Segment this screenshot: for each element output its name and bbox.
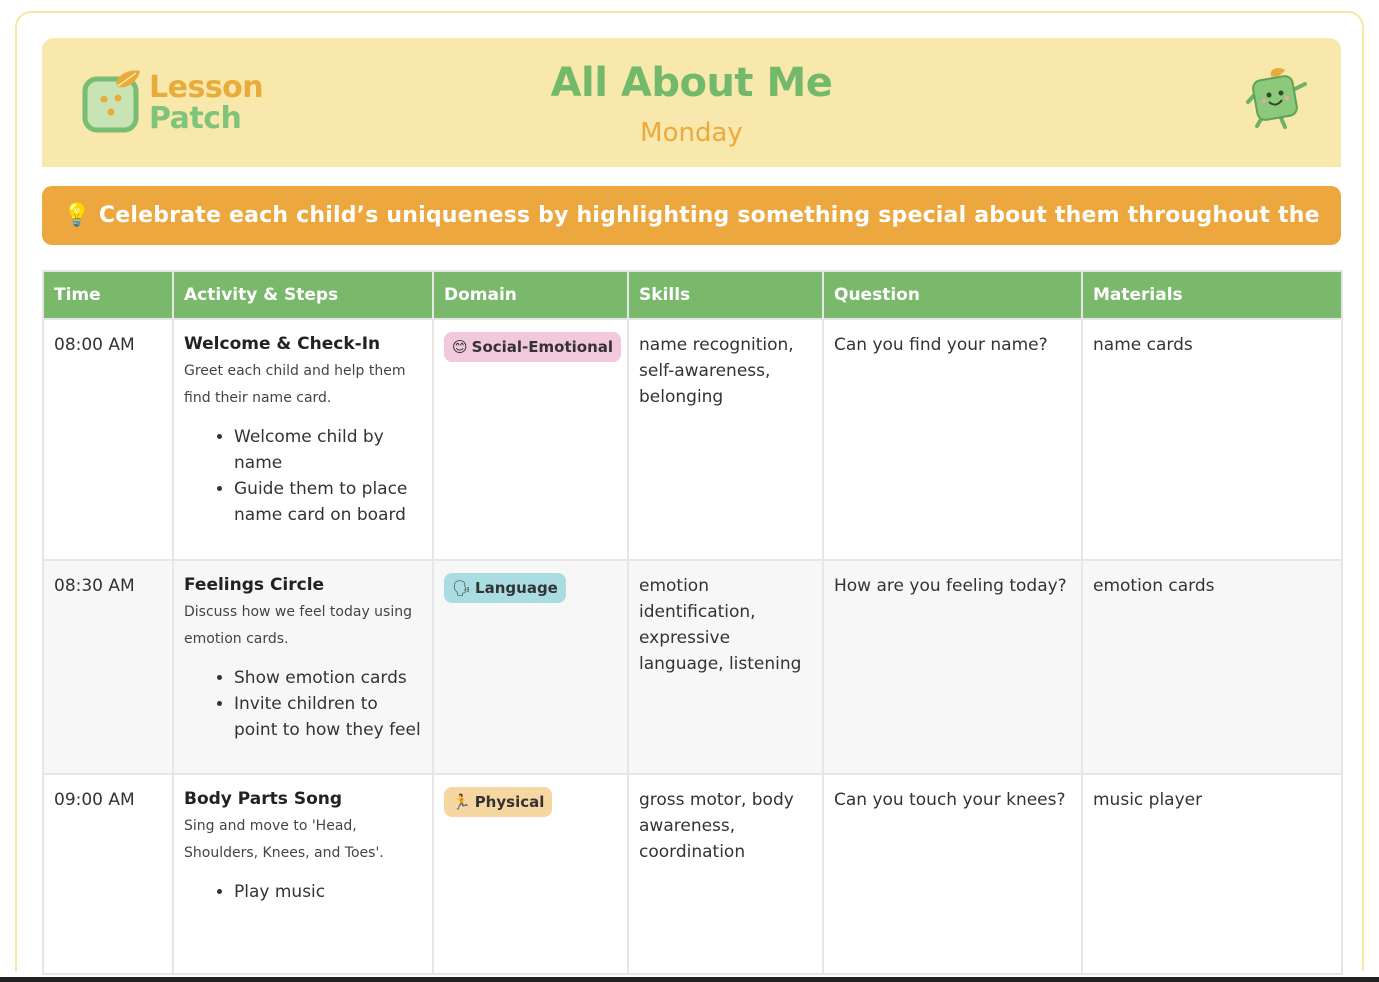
skills-cell: emotion identification, expressive language, listening [628, 560, 823, 774]
activity-cell [173, 560, 433, 774]
domain-label: Social-Emotional [471, 338, 614, 356]
activity-steps [184, 424, 422, 528]
domain-badge [444, 573, 566, 603]
question-cell: Can you touch your knees? [823, 774, 1082, 974]
activity-title: Body Parts Song [184, 789, 343, 809]
skills-cell: gross motor, body awareness, coordination [628, 774, 823, 974]
column-header-activity: Activity & Steps [173, 271, 433, 319]
domain-cell [433, 774, 628, 974]
column-header-domain: Domain [433, 271, 628, 319]
materials-cell: name cards [1082, 319, 1342, 560]
column-header-skills: Skills [628, 271, 823, 319]
domain-label: Physical [474, 793, 545, 811]
activity-cell [173, 774, 433, 974]
page-title: All About Me [550, 60, 833, 106]
activity-description: Discuss how we feel today using emotion cards. [184, 604, 412, 647]
step-item: • Invite children to point to how they feel [234, 691, 422, 743]
step-item: • Show emotion cards [234, 665, 422, 691]
smile-icon: 😊 [452, 338, 468, 356]
activity-steps [184, 665, 422, 743]
speaking-head-icon: 🗣 [452, 579, 472, 597]
materials-cell: music player [1082, 774, 1342, 974]
question-cell: Can you find your name? [823, 319, 1082, 560]
window-bottom-edge [0, 977, 1379, 982]
logo-line-1: Lesson [149, 70, 264, 105]
mascot-icon [1245, 68, 1313, 130]
lightbulb-icon: 💡 [63, 203, 91, 228]
day-label: Monday [640, 118, 743, 148]
domain-badge [444, 787, 552, 817]
step-item: • Guide them to place name card on board [234, 476, 422, 528]
domain-badge [444, 332, 621, 362]
table-header-row [43, 271, 1342, 319]
domain-cell [433, 319, 628, 560]
activity-steps [184, 879, 422, 905]
activity-description: Sing and move to 'Head, Shoulders, Knees, and Toes'. [184, 818, 384, 861]
domain-cell [433, 560, 628, 774]
time-cell: 09:00 AM [43, 774, 173, 974]
column-header-question: Question [823, 271, 1082, 319]
time-cell: 08:30 AM [43, 560, 173, 774]
column-header-materials: Materials [1082, 271, 1342, 319]
activity-title: Feelings Circle [184, 575, 325, 595]
table-row [43, 319, 1342, 560]
page-header [42, 38, 1341, 167]
table-row [43, 774, 1342, 974]
step-item: • Welcome child by name [234, 424, 422, 476]
question-cell: How are you feeling today? [823, 560, 1082, 774]
tip-text: Celebrate each child’s uniqueness by highlighting something special about them throughout the [98, 203, 1320, 228]
domain-label: Language [475, 579, 558, 597]
activity-cell [173, 319, 433, 560]
time-cell: 08:00 AM [43, 319, 173, 560]
activity-title: Welcome & Check-In [184, 334, 381, 354]
materials-cell: emotion cards [1082, 560, 1342, 774]
activity-description: Greet each child and help them find their name card. [184, 363, 406, 406]
column-header-time: Time [43, 271, 173, 319]
schedule-table [42, 270, 1343, 975]
running-person-icon: 🏃 [452, 793, 471, 811]
table-row [43, 560, 1342, 774]
skills-cell: name recognition, self-awareness, belonging [628, 319, 823, 560]
logo-line-2: Patch [149, 101, 242, 136]
tip-banner [42, 186, 1341, 245]
step-item: • Play music [234, 879, 422, 905]
